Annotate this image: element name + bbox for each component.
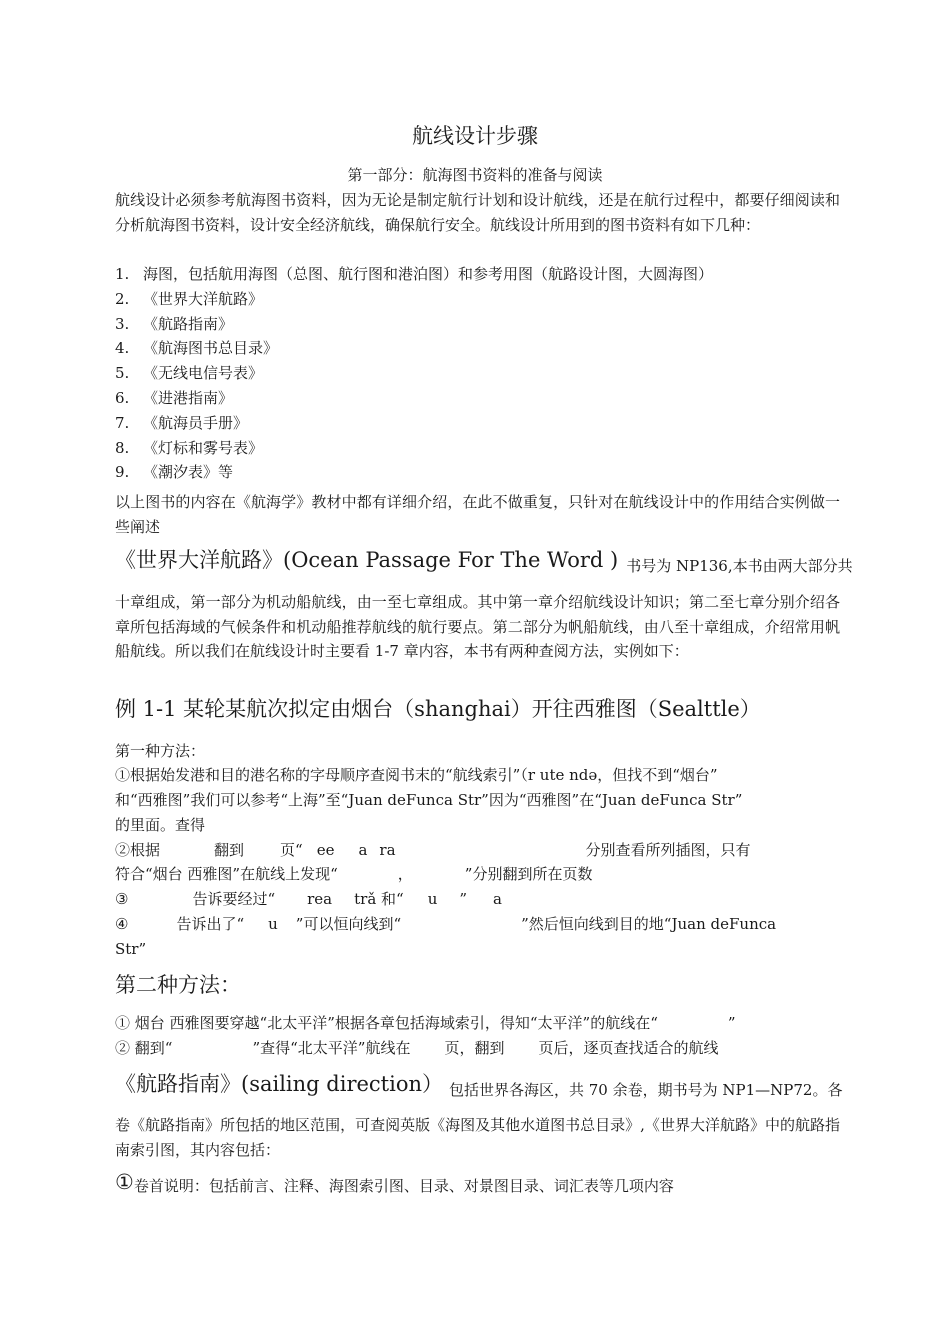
list-item-text: 《进港指南》 — [143, 389, 234, 407]
method1-line7-e: ”然后恒向线到目的地“Juan deFunca — [521, 915, 777, 933]
section-heading-tail: 书号为 NP136,本书由两大部分共 — [626, 557, 853, 575]
list-item — [115, 388, 233, 408]
method1-line6-b: 告诉要经过“ — [192, 890, 276, 908]
list-item — [115, 264, 713, 284]
method1-line6-g: a — [493, 890, 502, 908]
method2-line2 — [115, 1038, 718, 1058]
section-heading-text: 《世界大洋航路》(Ocean Passage For The Word ) — [115, 548, 619, 572]
method1-line6-d: trǎ 和“ — [354, 890, 404, 908]
method1-line4-g: 分别查看所列插图，只有 — [585, 841, 751, 859]
method2-line1 — [115, 1013, 736, 1033]
example-heading: 例 1-1 某轮某航次拟定由烟台（shanghai）开往西雅图（Sealttle） — [115, 697, 761, 721]
list-item-text: 《世界大洋航路》 — [143, 289, 264, 308]
method1-line5 — [115, 864, 592, 884]
method1-line4-d: ee — [316, 841, 335, 859]
method1-line6-e: u — [427, 890, 438, 908]
list-item — [115, 413, 248, 433]
list-item-number: 1. — [115, 265, 130, 283]
list-item-number: 2. — [115, 289, 130, 308]
list-item-number: 4. — [115, 339, 130, 358]
section2-item1 — [115, 1170, 674, 1194]
list-item — [115, 438, 263, 458]
list-item-number: 8. — [115, 438, 130, 457]
section-heading-ocean-passage — [115, 544, 853, 574]
method1-line3: 的里面。查得 — [115, 816, 206, 834]
method1-label: 第一种方法： — [115, 742, 206, 760]
method1-line6-a: ③ — [115, 890, 129, 908]
circled-number-one: ① — [115, 1170, 134, 1194]
list-item — [115, 462, 233, 482]
method1-line7-d: ”可以恒向线到“ — [295, 915, 402, 933]
method1-line5-b: ， — [397, 865, 413, 883]
method1-line6 — [115, 889, 502, 909]
method1-line4-e: a — [358, 841, 368, 859]
page-title: 航线设计步骤 — [412, 124, 538, 148]
method2-label: 第二种方法： — [115, 973, 241, 997]
method2-line2-c: 页，翻到 — [444, 1039, 505, 1057]
method1-line6-f: ” — [459, 890, 468, 908]
list-item-text: 《航路指南》 — [143, 314, 234, 333]
list-item — [115, 289, 263, 309]
section2-heading-text: 《航路指南》(sailing direction） — [115, 1072, 443, 1096]
list-item-number: 7. — [115, 413, 130, 432]
method2-line1-a: ① 烟台 西雅图要穿越“北太平洋”根据各章包括海域索引，得知“太平洋”的航线在“ — [115, 1014, 658, 1032]
section2-heading-tail: 包括世界各海区，共 70 余卷，期书号为 NP1—NP72。各 — [449, 1081, 843, 1099]
method1-line2: 和“西雅图”我们可以参考“上海”至“Juan deFunca Str”因为“西雅图”在“Juan deFunca Str” — [115, 791, 743, 809]
list-item-text: 《航海员手册》 — [143, 413, 249, 432]
method1-line4-b: 翻到 — [214, 841, 245, 859]
list-item-text: 《航海图书总目录》 — [143, 339, 279, 358]
page-subtitle: 第一部分：航海图书资料的准备与阅读 — [347, 166, 603, 184]
method1-line7-c: u — [268, 915, 278, 933]
method1-line8: Str” — [115, 940, 147, 958]
list-item — [115, 363, 263, 383]
section2-item1-text: 卷首说明：包括前言、注释、海图索引图、目录、对景图目录、词汇表等几项内容 — [133, 1177, 674, 1195]
intro-paragraph: 航线设计必须参考航海图书资料，因为无论是制定航行计划和设计航线，还是在航行过程中，都要仔细阅读和分析航海图书资料，设计安全经济航线，确保航行安全。航线设计所用到的图书资料有如下几种： — [115, 191, 840, 234]
list-item-number: 6. — [115, 389, 130, 407]
method1-line5-a: 符合“烟台 西雅图”在航线上发现“ — [115, 865, 338, 883]
method1-line7 — [115, 914, 776, 934]
method2-line1-b: ” — [727, 1014, 736, 1032]
method1-line1: ①根据始发港和目的港名称的字母顺序查阅书末的“航线索引”（r ute ndə，但找不到“烟台” — [115, 766, 718, 784]
list-item — [115, 338, 278, 358]
section-heading-sailing-direction — [115, 1068, 842, 1098]
method1-line4-c: 页“ — [280, 841, 303, 859]
list-item-text: 《潮汐表》等 — [143, 463, 234, 482]
method1-line6-c: rea — [307, 890, 333, 908]
method2-line2-d: 页后，逐页查找适合的航线 — [538, 1039, 719, 1057]
method2-line2-a: ② 翻到“ — [115, 1039, 173, 1057]
list-item-number: 5. — [115, 364, 130, 383]
method1-line4-a: ②根据 — [115, 841, 161, 859]
method1-line4-f: ra — [379, 841, 396, 859]
method1-line5-c: ”分别翻到所在页数 — [464, 865, 593, 883]
section1-paragraph: 十章组成，第一部分为机动船航线，由一至七章组成。其中第一章介绍航线设计知识；第二至七章分别介绍各章所包括海域的气候条件和机动船推荐航线的航行要点。第二部分为帆船航线，由八至十章组成，介绍常用帆船航线。所以我们在航线设计时主要看 1-7 章内容，本书有两种查阅方法，实例如下： — [115, 593, 840, 660]
method2-line2-b: ”查得“北太平洋”航线在 — [252, 1039, 411, 1057]
method1-line4 — [115, 840, 751, 860]
list-item-number: 9. — [115, 463, 130, 482]
section2-paragraph: 卷《航路指南》所包括的地区范围，可查阅英版《海图及其他水道图书总目录》,《世界大洋航路》中的航路指南索引图，其内容包括： — [115, 1116, 840, 1159]
list-item-text: 《无线电信号表》 — [143, 364, 264, 383]
list-item-number: 3. — [115, 314, 130, 333]
summary-paragraph: 以上图书的内容在《航海学》教材中都有详细介绍，在此不做重复，只针对在航线设计中的作用结合实例做一些阐述 — [115, 493, 840, 536]
list-item — [115, 314, 233, 334]
list-item-text: 《灯标和雾号表》 — [143, 438, 264, 457]
list-item-text: 海图，包括航用海图（总图、航行图和港泊图）和参考用图（航路设计图，大圆海图） — [143, 265, 714, 283]
method1-line7-b: 告诉出了“ — [176, 915, 245, 933]
method1-line7-a: ④ — [115, 915, 129, 933]
